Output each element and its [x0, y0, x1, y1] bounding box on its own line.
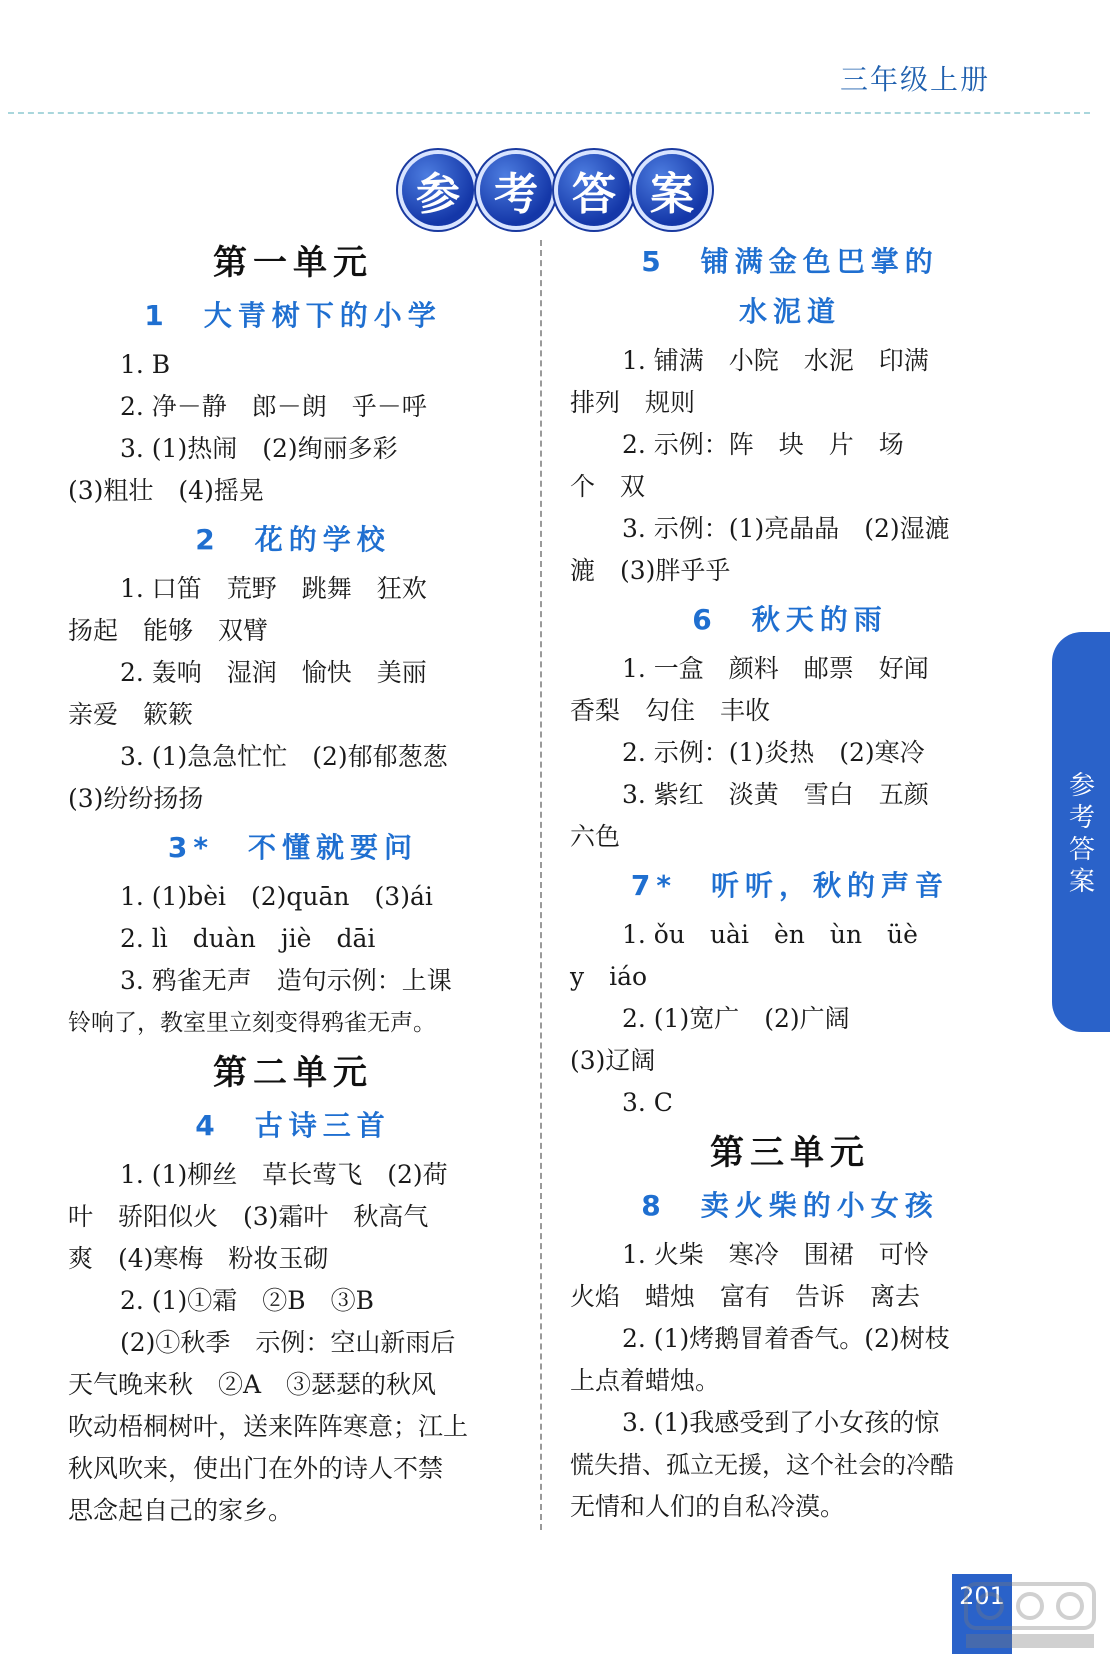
page-number: 201	[959, 1582, 1005, 1610]
right-column	[570, 234, 1010, 1528]
unit-heading: 第一单元	[213, 243, 373, 283]
answer-line: 2. 示例：阵 块 片 场	[622, 430, 904, 459]
answer-line: 亲爱 簌簌	[68, 700, 194, 729]
answer-line: 2. 示例：(1)炎热 (2)寒冷	[622, 738, 925, 767]
answer-line: 2. (1)宽广 (2)广阔	[622, 1004, 850, 1033]
lesson-title-continued: 水泥道	[738, 295, 841, 328]
answer-line: (3)纷纷扬扬	[68, 784, 204, 813]
lesson-title: 7* 听听，秋的声音	[630, 869, 950, 902]
page-title	[0, 154, 1110, 226]
answer-line: 香梨 勾住 丰收	[570, 696, 771, 725]
lesson-title: 3* 不懂就要问	[167, 831, 419, 864]
unit-heading: 第三单元	[710, 1133, 870, 1173]
answer-line: 排列 规则	[570, 388, 696, 417]
answer-line: 1. 铺满 小院 水泥 印满	[622, 346, 929, 375]
answer-line: 叶 骄阳似火 (3)霜叶 秋高气	[68, 1202, 429, 1231]
header-divider	[8, 112, 1090, 114]
answer-line: 2. 净－静 郎－朗 乎－呼	[120, 392, 427, 421]
answer-line: 3. (1)热闹 (2)绚丽多彩	[120, 434, 398, 463]
answer-line: 爽 (4)寒梅 粉妆玉砌	[68, 1244, 329, 1273]
answer-line: 2. lì duàn jiè dāi	[120, 924, 376, 953]
answer-line: 1. 火柴 寒冷 围裙 可怜	[622, 1240, 929, 1269]
answer-line: 1. 口笛 荒野 跳舞 狂欢	[120, 574, 427, 603]
answer-line: y iáo	[570, 962, 648, 991]
title-char-2: 考	[480, 154, 552, 226]
answer-line: 1. (1)bèi (2)quān (3)ái	[120, 882, 433, 911]
lesson-title: 4 古诗三首	[195, 1109, 391, 1142]
unit-heading: 第二单元	[213, 1053, 373, 1093]
answer-line: 2. (1)烤鹅冒着香气。(2)树枝	[622, 1324, 950, 1353]
answer-line: (2)①秋季 示例：空山新雨后	[120, 1328, 456, 1357]
answer-line: 上点着蜡烛。	[570, 1366, 721, 1395]
header-grade-label: 三年级上册	[839, 63, 990, 96]
answer-line: 秋风吹来，使出门在外的诗人不禁	[68, 1454, 444, 1483]
title-char-3: 答	[558, 154, 630, 226]
side-tab-label: 参考答案	[1068, 771, 1095, 897]
column-divider	[540, 240, 542, 1530]
lesson-title: 2 花的学校	[195, 523, 391, 556]
left-column	[68, 234, 518, 1532]
title-char-1: 参	[402, 154, 474, 226]
answer-line: 漉 (3)胖乎乎	[570, 556, 731, 585]
answer-line: 个 双	[570, 472, 646, 501]
answer-line: 1. B	[120, 350, 171, 379]
answer-line: 3. (1)我感受到了小女孩的惊	[622, 1408, 940, 1437]
answer-line: 无情和人们的自私冷漠。	[570, 1492, 846, 1521]
answer-line: 3. 紫红 淡黄 雪白 五颜	[622, 780, 929, 809]
watermark-logo-icon	[960, 1574, 1100, 1654]
answer-line: 六色	[570, 822, 621, 851]
answer-line: 铃响了，教室里立刻变得鸦雀无声。	[68, 1010, 436, 1036]
lesson-title: 8 卖火柴的小女孩	[641, 1189, 939, 1222]
answer-line: 3. 鸦雀无声 造句示例：上课	[120, 966, 452, 995]
answer-line: 3. (1)急急忙忙 (2)郁郁葱葱	[120, 742, 448, 771]
answer-line: 1. ǒu uài èn ùn üè	[622, 920, 918, 949]
answer-line: (3)辽阔	[570, 1046, 656, 1075]
answer-line: 3. 示例：(1)亮晶晶 (2)湿漉	[622, 514, 950, 543]
answer-line: 2. (1)①霜 ②B ③B	[120, 1286, 374, 1315]
answer-line: 1. (1)柳丝 草长莺飞 (2)荷	[120, 1160, 448, 1189]
answer-line: 1. 一盒 颜料 邮票 好闻	[622, 654, 929, 683]
lesson-title: 5 铺满金色巴掌的	[641, 245, 939, 278]
answer-line: 吹动梧桐树叶，送来阵阵寒意；江上	[68, 1412, 469, 1441]
lesson-title: 1 大青树下的小学	[144, 299, 442, 332]
answer-line: (3)粗壮 (4)摇晃	[68, 476, 264, 505]
answer-line: 3. C	[622, 1088, 673, 1117]
lesson-title: 6 秋天的雨	[692, 603, 888, 636]
answer-line: 扬起 能够 双臂	[68, 616, 269, 645]
answer-line: 思念起自己的家乡。	[68, 1496, 294, 1525]
answer-line: 火焰 蜡烛 富有 告诉 离去	[570, 1282, 921, 1311]
answer-line: 2. 轰响 湿润 愉快 美丽	[120, 658, 427, 687]
answer-line: 慌失措、孤立无援，这个社会的冷酷	[570, 1451, 954, 1479]
answer-line: 天气晚来秋 ②A ③瑟瑟的秋风	[68, 1370, 437, 1399]
title-char-4: 案	[636, 154, 708, 226]
